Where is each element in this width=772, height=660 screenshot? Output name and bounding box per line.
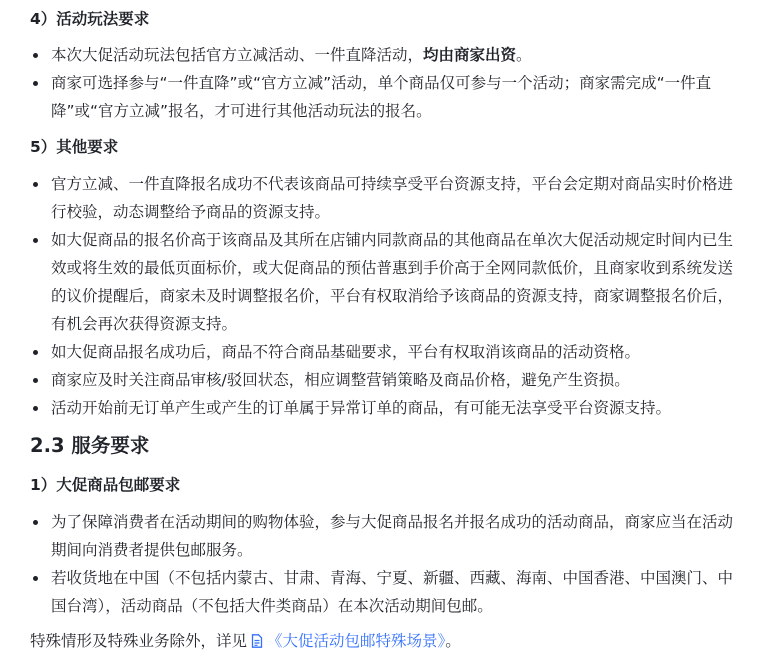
list-item xyxy=(0,170,772,226)
list-item-text: 商家应及时关注商品审核/驳回状态，相应调整营销策略及商品价格，避免产生资损。 xyxy=(51,371,630,389)
list-item-text: 为了保障消费者在活动期间的购物体验，参与大促商品报名并报名成功的活动商品，商家应当在活动期间向消费者提供包邮服务。 xyxy=(51,513,734,559)
list-item xyxy=(0,394,772,422)
special-scenarios-link[interactable] xyxy=(247,632,445,650)
bullet-icon xyxy=(33,53,38,58)
list-item-text: 如大促商品报名成功后，商品不符合商品基础要求，平台有权取消该商品的活动资格。 xyxy=(51,343,641,361)
section-heading-5: 5）其他要求 xyxy=(30,138,119,156)
list-item-text: 官方立减、一件直降报名成功不代表该商品可持续享受平台资源支持，平台会定期对商品实时价格进行校验，动态调整给予商品的资源支持。 xyxy=(51,175,734,221)
bullet-icon xyxy=(33,406,38,411)
document-icon xyxy=(251,634,263,648)
section-heading-4: 4）活动玩法要求 xyxy=(30,10,150,28)
bullet-icon xyxy=(33,81,38,86)
footer-suffix: 。 xyxy=(445,632,461,650)
list-item-text: 若收货地在中国（不包括内蒙古、甘肃、青海、宁夏、新疆、西藏、海南、中国香港、中国澳门、中国台湾），活动商品（不包括大件类商品）在本次活动期间包邮。 xyxy=(51,569,734,615)
list-item xyxy=(0,508,772,564)
bullet-icon xyxy=(33,238,38,243)
list-item-text: 活动开始前无订单产生或产生的订单属于异常订单的商品，有可能无法享受平台资源支持。 xyxy=(51,399,672,417)
footer-prefix: 特殊情形及特殊业务除外，详见 xyxy=(30,632,248,650)
section1-list xyxy=(0,508,772,620)
footer-paragraph xyxy=(30,629,461,653)
section5-list xyxy=(0,170,772,422)
section-heading-1: 1）大促商品包邮要求 xyxy=(30,476,181,494)
bullet-icon xyxy=(33,520,38,525)
list-item xyxy=(0,338,772,366)
section-heading-2-3: 2.3 服务要求 xyxy=(30,434,150,457)
list-item-text: 本次大促活动玩法包括官方立减活动、一件直降活动， xyxy=(51,46,424,64)
bullet-icon xyxy=(33,350,38,355)
list-item-text: 商家可选择参与“一件直降”或“官方立减”活动，单个商品仅可参与一个活动；商家需完成“一件直降”或“官方立减”报名，才可进行其他活动玩法的报名。 xyxy=(51,74,712,120)
bullet-icon xyxy=(33,378,38,383)
list-item-text: 如大促商品的报名价高于该商品及其所在店铺内同款商品的其他商品在单次大促活动规定时间内已生效或将生效的最低页面标价，或大促商品的预估普惠到手价高于全网同款低价，且商家收到系统发送的议价提醒后，商家未及时调整报名价，平台有权取消给予该商品的资源支持，商家调整报名价后，有机会再次获得资源支持。 xyxy=(51,231,734,333)
list-item xyxy=(0,564,772,620)
list-item-bold-text: 均由商家出资 xyxy=(423,46,517,64)
section4-list xyxy=(0,41,772,125)
list-item xyxy=(0,226,772,338)
bullet-icon xyxy=(33,182,38,187)
list-item xyxy=(0,69,772,125)
special-scenarios-link-text: 《大促活动包邮特殊场景》 xyxy=(267,632,446,650)
list-item xyxy=(0,366,772,394)
list-item-tail: 。 xyxy=(516,46,532,64)
list-item xyxy=(0,41,772,69)
bullet-icon xyxy=(33,576,38,581)
